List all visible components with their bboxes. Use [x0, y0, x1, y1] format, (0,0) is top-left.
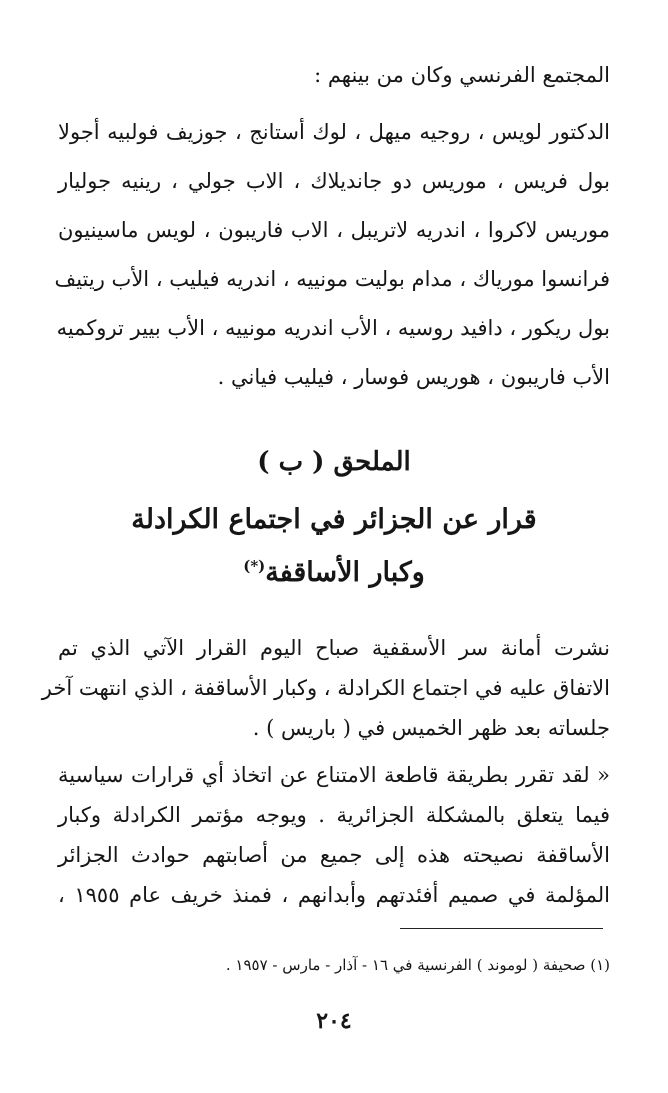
intro-line: فرانسوا مورياك ، مدام بوليت مونييه ، اندريه فيليب ، الأب ريتيف	[54, 267, 610, 291]
intro-line: المجتمع الفرنسي وكان من بينهم :	[314, 63, 610, 87]
intro-line: الأب فاريبون ، هوريس فوسار ، فيليب فياني .	[217, 365, 610, 389]
intro-line: الدكتور لويس ، روجيه ميهل ، لوك أستانج ، جوزيف فولبيه أجولا	[58, 120, 610, 144]
intro-line: بول فريس ، موريس دو جانديلاك ، الاب جولي ، رينيه جوليار	[58, 169, 610, 193]
appendix-heading: الملحق ( ب )	[257, 447, 411, 477]
body-line: المؤلمة في صميم أفئدتهم وأبدانهم ، فمنذ خريف عام ١٩٥٥ ،	[58, 883, 610, 907]
footnote-divider	[400, 928, 603, 929]
intro-line: موريس لاكروا ، اندريه لاتريبل ، الاب فاريبون ، لويس ماسينيون	[58, 218, 610, 242]
body-line: نشرت أمانة سر الأسقفية صباح اليوم القرار الآتي الذي تم	[58, 636, 610, 660]
footnote-marker: (*)	[243, 557, 266, 575]
body-line: الأساقفة نصيحته هذه إلى جميع من أصابتهم حوادث الجزائر	[58, 843, 610, 867]
footnote: (١) صحيفة ( لوموند ) الفرنسية في ١٦ - آذار - مارس - ١٩٥٧ .	[225, 956, 610, 974]
body-line: جلساته بعد ظهر الخميس في ( باريس ) .	[252, 716, 610, 740]
section-title-text: وكبار الأساقفة	[265, 557, 425, 588]
section-title: قرار عن الجزائر في اجتماع الكرادلة	[131, 504, 537, 535]
body-line: الاتفاق عليه في اجتماع الكرادلة ، وكبار الأساقفة ، الذي انتهت آخر	[41, 676, 610, 700]
body-line: فيما يتعلق بالمشكلة الجزائرية . ويوجه مؤتمر الكرادلة وكبار	[58, 803, 610, 827]
body-line: « لقد تقرر بطريقة قاطعة الامتناع عن اتخاذ أي قرارات سياسية	[58, 763, 610, 787]
intro-line: بول ريكور ، دافيد روسيه ، الأب اندريه مونييه ، الأب بيير تروكميه	[56, 316, 610, 340]
page-number: ٢٠٤	[316, 1008, 352, 1034]
section-title-continued	[0, 546, 668, 593]
